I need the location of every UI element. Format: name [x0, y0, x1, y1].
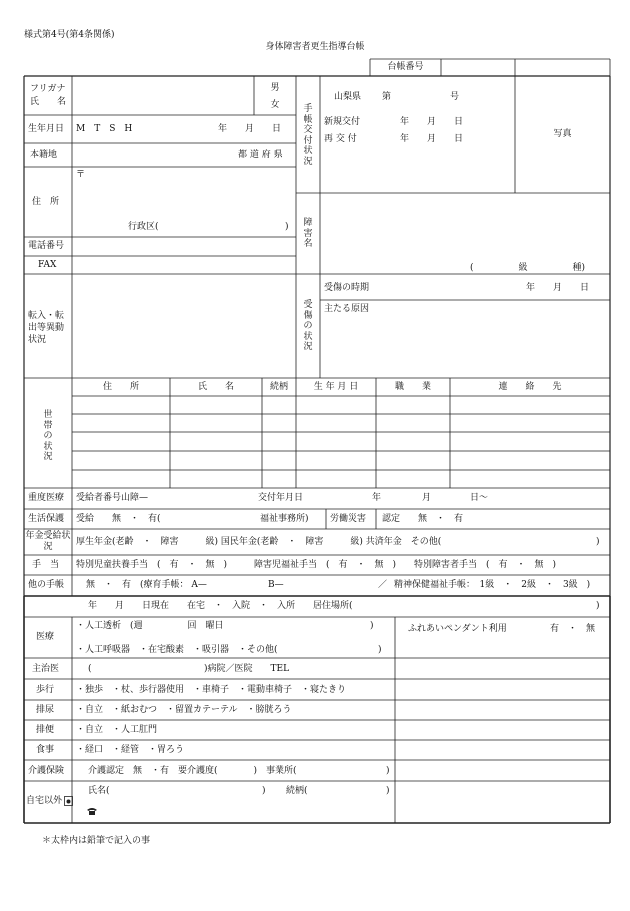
other-handbook-slash: ／ — [378, 580, 388, 590]
pension-close: ) — [596, 537, 600, 547]
doctor-label: 主治医 — [32, 664, 60, 674]
welfare-office: 福祉事務所) — [260, 514, 309, 524]
form-number: 様式第4号(第4条関係) — [24, 30, 115, 40]
walking-label: 歩行 — [36, 685, 55, 695]
medical-dialysis[interactable]: ・人工透析 (週 回 曜日 — [76, 621, 224, 631]
furigana-label: フリガナ — [30, 84, 66, 94]
transfer-field[interactable] — [73, 275, 295, 377]
defecation-choices[interactable]: ・自立 ・人工肛門 — [76, 725, 158, 735]
handbook-new-issue-date[interactable]: 年 月 日 — [400, 117, 464, 127]
injury-cause-label: 主たる原因 — [324, 304, 370, 314]
birth-ymd[interactable]: 年 月 日 — [218, 124, 282, 134]
urination-label: 排尿 — [36, 705, 55, 715]
disability-label: 障害名 — [303, 218, 313, 249]
medical-dialysis-close: ) — [370, 621, 374, 631]
doctor-open: ( — [88, 664, 92, 674]
photo-area[interactable]: 写真 — [553, 129, 572, 139]
medical-equipment[interactable]: ・人工呼吸器 ・在宅酸素 ・吸引器 ・その他( — [76, 645, 278, 655]
household-col-birth: 生 年 月 日 — [313, 382, 359, 392]
disability-field[interactable] — [321, 194, 609, 254]
meal-choices[interactable]: ・経口 ・経管 ・胃ろう — [76, 745, 185, 755]
handbook-reissue: 再 交 付 — [324, 134, 357, 144]
name-label: 氏 名 — [30, 97, 67, 107]
severe-recipient-number[interactable]: 受給者番号山障— — [76, 493, 149, 503]
meal-label: 食事 — [36, 745, 55, 755]
workers-comp-label: 労働災害 — [330, 514, 367, 524]
current-status-close: ) — [596, 601, 600, 611]
postal-mark: 〒 — [76, 170, 86, 180]
injury-label: 受傷の状況 — [303, 300, 313, 352]
walking-choices[interactable]: ・独歩 ・杖、歩行器使用 ・車椅子 ・電動車椅子 ・寝たきり — [76, 685, 347, 695]
doctor-hospital[interactable]: )病院／医院 TEL — [204, 664, 290, 674]
handbook-label: 手帳交付状況 — [303, 104, 313, 167]
phone-field[interactable] — [73, 238, 295, 255]
injury-cause-field[interactable] — [321, 316, 609, 377]
household-label: 世帯の状況 — [43, 410, 53, 462]
pendant-choice[interactable]: 有 ・ 無 — [550, 624, 596, 634]
fax-field[interactable] — [73, 257, 295, 273]
fax-label: FAX — [38, 260, 57, 270]
address-label: 住 所 — [32, 197, 60, 207]
severe-year: 年 — [372, 493, 382, 503]
other-handbook-b[interactable]: B— — [268, 580, 284, 590]
birth-date-label: 生年月日 — [28, 124, 65, 134]
severe-medical-label: 重度医療 — [28, 493, 65, 503]
household-col-address: 住 所 — [102, 382, 139, 392]
sex-female-option[interactable]: 女 — [270, 100, 280, 110]
care-insurance-choices[interactable]: 介護認定 無 ・有 要介護度( ) 事業所( — [88, 766, 297, 776]
urination-choices[interactable]: ・自立 ・紙おむつ ・留置カテーテル ・膀胱ろう — [76, 705, 292, 715]
household-col-name: 氏 名 — [197, 382, 234, 392]
current-status-line[interactable]: 年 月 日現在 在宅 ・ 入院 ・ 入所 居住場所( — [88, 601, 353, 611]
allowance-choices[interactable]: 特別児童扶養手当 ( 有 ・ 無 ) 障害児福祉手当 ( 有 ・ 無 ) 特別障害者手当 ( 有 ・ 無 ) — [76, 560, 557, 570]
phone-icon — [64, 796, 73, 806]
care-insurance-label: 介護保険 — [28, 766, 65, 776]
transfer-label: 転入・転出等異動状況 — [28, 311, 65, 345]
pension-choices[interactable]: 厚生年金(老齢 ・ 障害 級) 国民年金(老齢 ・ 障害 級) 共済年金 その他( — [76, 537, 442, 547]
outside-home-name[interactable]: 氏名( — [88, 786, 110, 796]
medical-equipment-close: ) — [378, 645, 382, 655]
outside-home-name-close: ) — [262, 786, 266, 796]
ward-close: ) — [285, 222, 289, 232]
allowance-label: 手 当 — [32, 560, 60, 570]
footer-note: ＊太枠内は鉛筆で記入の事 — [42, 836, 151, 846]
severe-month: 月 — [422, 493, 432, 503]
ward-text[interactable]: 行政区( — [128, 222, 159, 232]
handbook-dai: 第 — [382, 92, 392, 102]
injury-time-label: 受傷の時期 — [324, 283, 370, 293]
mental-health-handbook[interactable]: 精神保健福祉手帳： 1級 ・ 2級 ・ 3級 ) — [394, 580, 591, 590]
household-col-contact: 連 絡 先 — [498, 382, 562, 392]
severe-day: 日〜 — [470, 493, 489, 503]
outside-home-label: 自宅以外 — [26, 796, 63, 806]
handbook-new-issue: 新規交付 — [324, 117, 361, 127]
ledger-number-field[interactable] — [442, 60, 514, 75]
household-col-relation: 続柄 — [269, 382, 288, 392]
care-insurance-close: ) — [386, 766, 390, 776]
handbook-prefecture: 山梨県 — [334, 92, 362, 102]
name-field[interactable] — [73, 77, 253, 114]
domicile-prefecture[interactable]: 都 道 府 県 — [238, 150, 283, 160]
ledger-number-extra-field[interactable] — [516, 60, 609, 75]
phone-label: 電話番号 — [28, 241, 65, 251]
medical-label: 医療 — [36, 632, 55, 642]
handbook-go: 号 — [450, 92, 460, 102]
welfare-choice[interactable]: 受給 無 ・ 有( — [76, 514, 161, 524]
defecation-label: 排便 — [36, 725, 55, 735]
workers-comp-choice[interactable]: 認定 無 ・ 有 — [382, 514, 464, 524]
disability-grade[interactable]: ( 級 種) — [470, 263, 586, 273]
welfare-label: 生活保護 — [28, 514, 65, 524]
outside-home-relation[interactable]: 続柄( — [286, 786, 308, 796]
injury-time-date[interactable]: 年 月 日 — [526, 283, 590, 293]
domicile-label: 本籍地 — [30, 150, 58, 160]
handbook-reissue-date[interactable]: 年 月 日 — [400, 134, 464, 144]
ledger-number-label: 台帳番号 — [387, 62, 424, 72]
household-table-body[interactable] — [73, 397, 609, 487]
pendant-label: ふれあいペンダント利用 — [408, 624, 507, 634]
address-field[interactable] — [73, 168, 295, 220]
sex-male-option[interactable]: 男 — [270, 83, 280, 93]
outside-home-relation-close: ) — [386, 786, 390, 796]
other-handbook-choice[interactable]: 無 ・ 有 (療育手帳： A— — [86, 580, 207, 590]
page-title: 身体障害者更生指導台帳 — [265, 42, 365, 52]
pension-label: 年金受給状況 — [25, 531, 71, 552]
telephone-icon — [86, 806, 98, 816]
other-handbook-label: 他の手帳 — [28, 580, 65, 590]
birth-eras[interactable]: M T S H — [76, 124, 133, 134]
household-col-occupation: 職 業 — [394, 382, 431, 392]
severe-issue-date-label: 交付年月日 — [258, 493, 304, 503]
